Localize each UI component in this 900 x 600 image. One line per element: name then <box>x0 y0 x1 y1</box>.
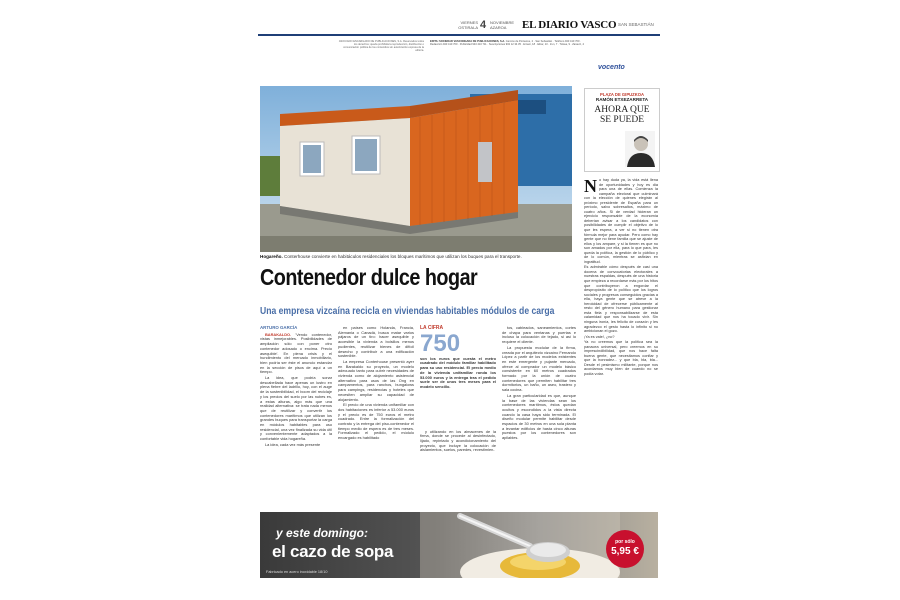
weekday-es: VIERNES <box>460 20 478 25</box>
publisher-details <box>430 40 590 46</box>
paragraph: Ya no creemos que la política sea la panacea universal, pero creemos en su imprescindibilidad, que nos hace falta buena gente, que necesitamos confiar y que la honradez... y que bla, bla, bla... Desde el pesimismo militante, porque nos acordamos muy bien de cuando no se podía votar. <box>584 340 658 376</box>
publisher-title: EDITA: SOCIEDAD VASCONGADA DE PUBLICACIONES, S.A. <box>430 40 506 43</box>
stat-number: 750 <box>420 329 461 357</box>
author-name: ARTURO GARCÍA <box>260 325 298 330</box>
drop-cap: N <box>584 176 597 196</box>
byline <box>260 326 332 331</box>
publisher-text: Camino de Portuetxe, 2 · San Sebastián · Teléfono 943 410 700 · Redacción 943 410 700 · Publicidad 943 410 711 · Suscripciones 902 12 34 35 · Ernani, 18 · Eibar, 13 · Irun, 7 · Tolosa, 9 · Zarautz, 4 <box>430 40 584 47</box>
newspaper-brand: EL DIARIO VASCO <box>522 19 617 31</box>
day-number: 4 <box>480 19 487 31</box>
month <box>490 21 520 30</box>
paragraph-text: 'Vendo contenedor, vistas inmejorables. Posibilidades de ampliación sólo con poner otro contenedor adosado o encima. Precio asequible'. En plena crisis y el hundimiento del mercado inmobiliario, bien podría ser éste el anuncio estandar en la sección de pisos de aquí a un tiempo. <box>260 331 332 375</box>
article-column-1 <box>260 326 332 449</box>
promo-fine-print: Fabricado en acero inoxidable 18/10 <box>266 570 328 574</box>
opinion-title: AHORA QUE SE PUEDE <box>594 105 650 125</box>
paragraph: ¡Ya es vale!, ¿no? <box>584 334 615 339</box>
opinion-body <box>584 178 658 378</box>
weekday <box>452 21 478 30</box>
paragraph: en países como Holanda, Francia, Alemania o Canadá, busca matar varios pájaros de un tiro: hacer asequible y accesible la vivienda a bolsillos menos pudientes, reutilizar bienes de difícil desecho y contribuir a una edificación sostenible. <box>338 325 414 359</box>
paragraph: La idea, que podría sonar descabellada hace apenas un lustro en plena fiebre del ladrillo, hoy, con el auge de la sostenibilidad, el boom del reciclaje y los precios del suelo por las nubes es, a estas alturas, algo más que una realidad alternativa: se trata nada menos que de reutilizar y convertir los contenedores marítimos que utilizan los grandes buques para transportar la carga en módulos habitables para uso residencial, una vez finalizada su vida útil y convenientemente adaptados a la confortable vida hogareña. <box>260 375 332 442</box>
publisher-info <box>258 36 660 86</box>
promo-line-1: y este domingo: <box>276 526 369 540</box>
paragraph <box>260 333 332 375</box>
paragraph: y utilizando en los almacenes de la firma, donde se procede al desinfectado, lijado, repintado y acondicionamiento del proyecto, que incluye la colocación de aislamientos, suelos, paredes, revestimien- <box>420 428 496 453</box>
article-column-3 <box>420 326 496 454</box>
paragraph: La empresa Conterhouse presentó ayer en Barakaldo su proyecto, un modelo adecuado tanto para cubrir necesidades de vivienda como de alojamiento asistencial alternativo para usos de las Ong en campamentos, para ranchos, bungalows para campings, residencias y hoteles que necesiten ampliar su capacidad de alojamiento. <box>338 358 414 402</box>
paragraph: La propuesta modular de la firma, creada por el arquitecto vizcaíno Fernando López a partir de los modelos existentes en este emergente y pujante mercado, ofrece al comprador un modelo básico consistente en 60 metros cuadrados formado por la unión de cuatro contenedores que permiten habilitar tres dormitorios, un baño, un aseo, trastero y sala cocina. <box>502 344 576 393</box>
article-headline: Contenedor dulce hogar <box>260 264 478 290</box>
month-es: NOVIEMBRE <box>490 20 515 25</box>
dateline: BARAKALDO. <box>265 331 292 337</box>
photo-caption <box>260 254 572 259</box>
paragraph: La idea, cada vez más presente <box>265 441 321 447</box>
price-value: 5,95 € <box>611 546 639 557</box>
caption-label: Hogareño. <box>260 254 283 259</box>
container-house-photo <box>260 86 572 252</box>
paragraph: El precio de una vivienda unifamiliar con dos habitaciones es inferior a 53.000 euros y el precio es de 750 euros el metro cuadrado. Entre la formalización del contrato y la entrega del piso-contenedor el tiempo medio de espera es de tres meses. Formalizado el pedido, el módulo encargado es habilitado <box>338 402 414 441</box>
paragraph: La gran particularidad es que, aunque la base de las viviendas sean los contenedores marítimos, éstos quedan ocultos y escondidos a la vista directa cuando la casa haya sido terminada. El diseño modular permite habilitar desde espacios de 30 metros en una sola planta a levantar edificios de hasta cinco alturas puestos por los contenedores son apilables. <box>502 392 576 441</box>
opinion-section: PLAZA DE GIPUZKOA <box>599 92 645 97</box>
price-badge <box>606 530 644 568</box>
paragraph: tos, cableados, saneamientos, cortes de chapa para ventanas y puertas e incluso la colocación de tejado, si así lo requiere el cliente. <box>502 325 576 345</box>
caption-text: Conterhouse convierte en habitáculos residenciales los bloques marítimos que utilizan los buques para el transporte. <box>284 254 522 259</box>
newspaper-page <box>258 18 660 582</box>
weekday-eu: OSTIRALA <box>458 24 478 30</box>
paragraph <box>584 178 658 264</box>
promo-line-2: el cazo de sopa <box>272 542 394 561</box>
promo-advertisement[interactable] <box>260 512 658 578</box>
photo-illustration <box>260 86 572 252</box>
soup-ladle-image <box>420 512 620 578</box>
legal-notice: ASOCIADO ENCARGADO DE PUBLICACIONES, S.A. Reservados todos los derechos; queda prohibida la reproducción, distribución o comunicación pública de los contenidos sin autorización expresa de la editora. <box>338 40 424 53</box>
month-eu: AZAROA <box>490 24 507 30</box>
opinion-author: RAMÓN ETXEZARRETA <box>595 97 649 102</box>
stat-label: LA CIFRA <box>420 325 444 331</box>
opinion-header <box>584 88 660 172</box>
article-column-4 <box>502 326 576 442</box>
article-column-2 <box>338 326 414 442</box>
stat-text: son los euros que cuesta el metro cuadrado del módulo familiar habilitado para su uso residencial. El precio medio de la vivienda unifamiliar ronda los 53.000 euros y la entrega tras el pedido suele ser de unos tres meses para el modelo sencillo. <box>420 355 496 389</box>
paragraph: Es admirable cómo después de casi una docena de convocatorias electorales a nuestras espaldas, después de una historia que empieza a recordarse más por los hitos que contribuyeron a engordar el despropósito de lo político que los logros sociales y progresos conseguidos gracias a ella, haya gente que se atreve a la heroicidad de ofrecerse públicamente al resto del género humano para gestionar esta fiela y responsabilizarse de esta calamidad que nos ha tocado vivir. Sin ninguna ironía, les felicito de corazón y les agradezco el gesto hasta lo infinito si no ambicionan el gozo. <box>584 265 658 334</box>
author-portrait <box>625 131 655 167</box>
article-subhead: Una empresa vizcaína recicla en viviendas habitables módulos de carga <box>260 306 555 317</box>
edition-city: SAN SEBASTIÁN <box>618 22 654 27</box>
price-prefix: por sólo <box>615 539 635 545</box>
group-logo: vocento <box>598 64 625 71</box>
page-header <box>258 18 660 36</box>
paragraph-text: o hay duda ya, la vida está llena de oportunidades y hoy es día para una de ellas. Comienza la campaña electoral que culminará con la elección de quienes elegirán al próximo presidente de España para un período, salvo sobresaltos, máximo de cuatro años. Si de verdad hicieran un ejercicio responsable de la economía deberían avisar a los candidatos con posibilidades de cumplir el objetivo de lo que les espera, a ver si no tienen otra fórmula mejor para ayudar. Pero como hay gente que no tiene familia que se ajuste de ellos y los ampare, y si la tienen es que no son amados por ella, para lo que para, les queda la política, la gestión de lo público y de lo común, mientras se asfixian en ingratitud. <box>584 178 658 264</box>
